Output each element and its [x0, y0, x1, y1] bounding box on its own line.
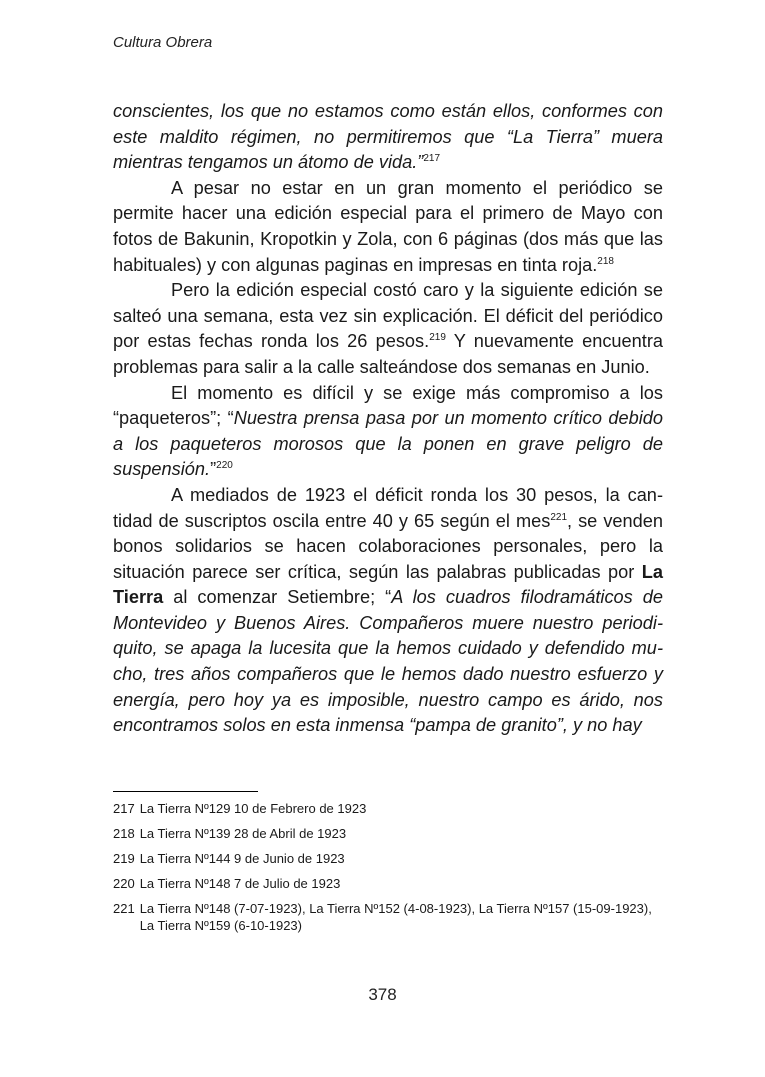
quote: Nuestra prensa pasa por un momento crítico debido a los paqueteros morosos que la ponen en grave peligro de suspensión. [113, 408, 663, 480]
footnote-text: La Tierra Nº148 (7-07-1923), La Tierra Nº152 (4-08-1923), La Tierra Nº157 (15-09-1923), La Tierra Nº159 (6-10-1923) [139, 901, 652, 933]
footnote [113, 900, 663, 934]
footnote-text: La Tierra Nº139 28 de Abril de 1923 [139, 826, 347, 841]
paragraph-2 [113, 176, 663, 278]
paragraph-4 [113, 381, 663, 483]
footnote [113, 875, 663, 892]
footnote [113, 825, 663, 842]
footnote-number: 217 [113, 801, 135, 816]
page-number: 378 [368, 985, 397, 1004]
footnote-ref-217[interactable]: 217 [423, 153, 441, 165]
footnote-number: 219 [113, 851, 135, 866]
footnote [113, 800, 663, 817]
quote-close: ” [210, 459, 217, 480]
paragraph-text: , se venden bonos solidarios se hacen colaboraciones personales, pero la situación parece ser crítica, según las palabras publicadas por [113, 510, 663, 582]
body-text [113, 99, 663, 739]
paragraph-5 [113, 483, 663, 739]
paragraph-text: Pero la edición especial costó caro y la siguiente edición se salteó una semana, esta vez sin explicación. El déficit del periódico por estas fechas ronda los 26 pesos. [113, 280, 663, 352]
quote: A los cuadros filodramáticos de Montevideo y Buenos Aires. Compañeros muere nuestro periodiquito, se apaga la lucesita que la hemos cuidado y defendido mucho, tres años compañeros que le hemos dado nuestro esfuerzo y energía, pero hoy ya es imposible, nuestro campo es árido, nos encontramos solos en esta inmensa “pampa de granito”, y no hay [113, 587, 663, 736]
footnote-separator [113, 791, 258, 792]
paragraph-text: al comenzar Setiembre; “ [163, 587, 392, 608]
footnote-text: La Tierra Nº144 9 de Junio de 1923 [139, 851, 345, 866]
newspaper-title: La Tierra [113, 561, 663, 608]
paragraph-text: Y nuevamente encuentra problemas para salir a la calle salteándose dos semanas en Junio. [113, 331, 663, 377]
paragraph-1 [113, 99, 663, 176]
footnote-ref-221[interactable]: 221 [550, 511, 568, 523]
footnote [113, 850, 663, 867]
paragraph-text: A pesar no estar en un gran momento el periódico se permite hacer una edición especial para el primero de Mayo con fotos de Bakunin, Kropotkin y Zola, con 6 páginas (dos más que las habituales) y con algunas paginas en impresas en tinta roja. [113, 177, 663, 275]
footnote-text: La Tierra Nº129 10 de Febrero de 1923 [139, 801, 367, 816]
footnote-ref-220[interactable]: 220 [216, 460, 233, 472]
running-head: Cultura Obrera [113, 34, 213, 51]
footnote-ref-218[interactable]: 218 [597, 255, 614, 267]
footnote-number: 221 [113, 901, 135, 916]
quote: conscientes, los que no estamos como están ellos, conformes con este maldito régimen, no permitiremos que “La Tierra” muera mientras tengamos un átomo de vida.” [113, 101, 663, 173]
paragraph-text: El momento es difícil y se exige más compromiso a los “paqueteros”; “ [113, 382, 663, 429]
footnote-number: 218 [113, 826, 135, 841]
paragraph-text: A mediados de 1923 el déficit ronda los 30 pesos, la cantidad de suscriptos oscila entre 40 y 65 según el mes [113, 484, 663, 531]
footnote-number: 220 [113, 876, 135, 891]
footnote-ref-219[interactable]: 219 [429, 332, 446, 344]
footnote-text: La Tierra Nº148 7 de Julio de 1923 [139, 876, 341, 891]
footnotes [113, 800, 663, 942]
paragraph-3 [113, 278, 663, 380]
